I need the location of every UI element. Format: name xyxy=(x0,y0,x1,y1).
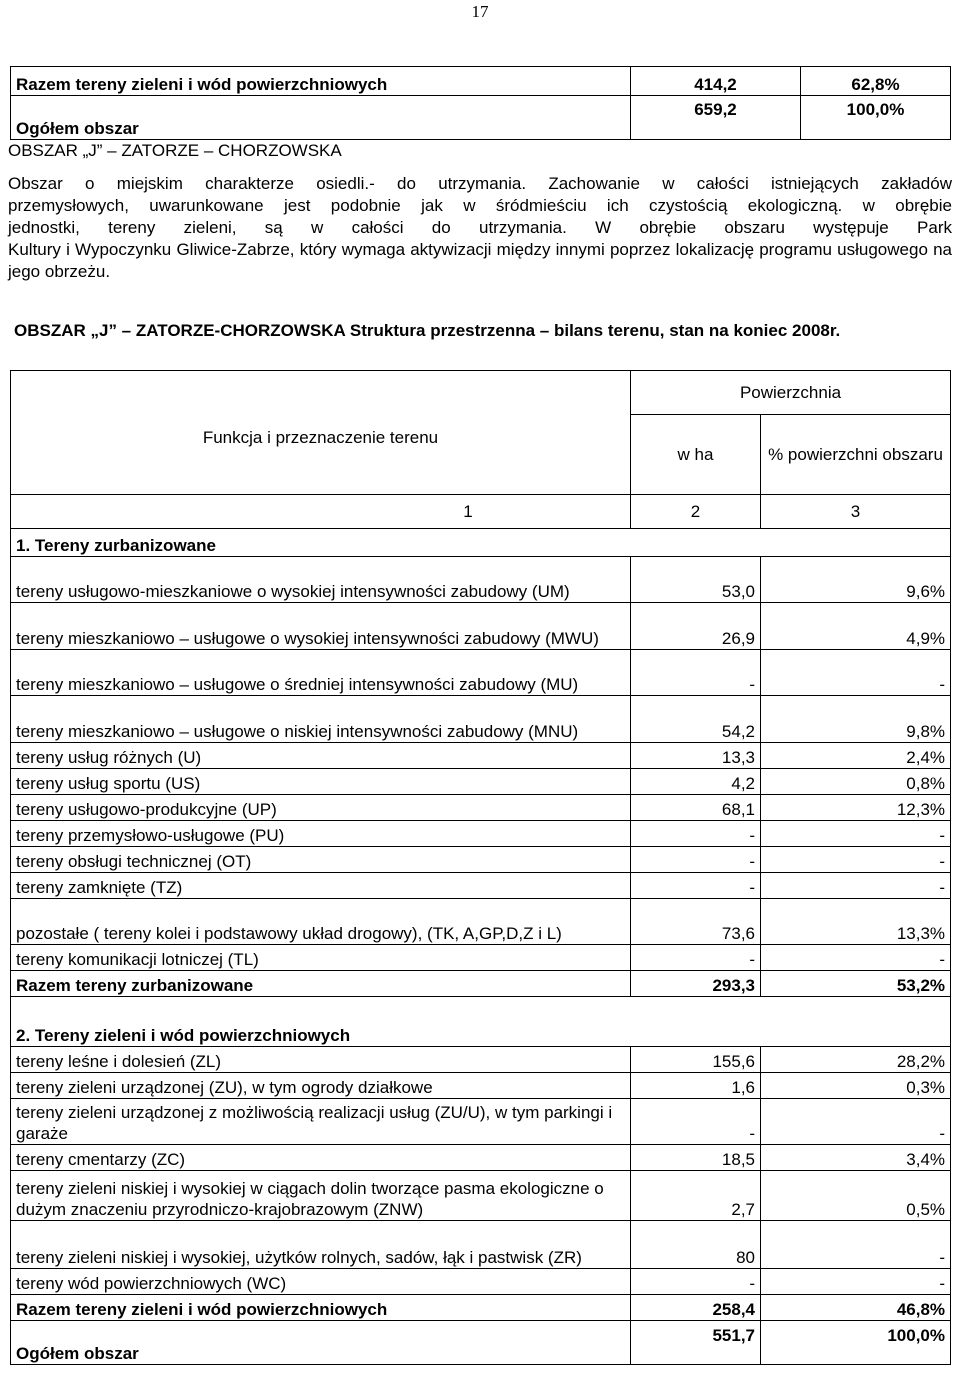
summary-green-pct: 62,8% xyxy=(801,67,951,96)
row-label: tereny mieszkaniowo – usługowe o średniej intensywności zabudowy (MU) xyxy=(11,650,631,696)
row-area-ha: 73,6 xyxy=(631,899,761,945)
row-label: tereny mieszkaniowo – usługowe o wysokiej intensywności zabudowy (MWU) xyxy=(11,603,631,650)
section-paragraph-line-1: Obszar o miejskim charakterze osiedli.- do utrzymania. Zachowanie w całości istniejących zakładów xyxy=(8,174,952,193)
row-label: tereny zieleni urządzonej (ZU), w tym ogrody działkowe xyxy=(11,1073,631,1099)
row-area-pct: - xyxy=(761,1221,951,1269)
table-row xyxy=(11,557,951,603)
table-row xyxy=(11,1145,951,1171)
table-row xyxy=(11,96,951,140)
group2-total-label: Razem tereny zieleni i wód powierzchniowych xyxy=(11,1295,631,1321)
header-row xyxy=(11,371,951,415)
row-area-pct: 9,6% xyxy=(761,557,951,603)
header-area: Powierzchnia xyxy=(631,371,951,415)
row-area-pct: - xyxy=(761,847,951,873)
row-area-ha: 155,6 xyxy=(631,1047,761,1073)
bilans-table xyxy=(10,370,951,1365)
row-label: tereny zieleni niskiej i wysokiej w ciągach dolin tworzące pasma ekologiczne o dużym znaczeniu przyrodniczo-krajobrazowym (ZNW) xyxy=(11,1171,631,1221)
row-label: tereny usługowo-mieszkaniowe o wysokiej intensywności zabudowy (UM) xyxy=(11,557,631,603)
row-area-pct: 4,9% xyxy=(761,603,951,650)
group-title-row xyxy=(11,997,951,1047)
summary-total-label: Ogółem obszar xyxy=(11,96,631,140)
group2-rows xyxy=(11,1047,951,1295)
table-row xyxy=(11,1099,951,1145)
row-area-ha: - xyxy=(631,847,761,873)
group2-total-pct: 46,8% xyxy=(761,1295,951,1321)
table-row xyxy=(11,696,951,743)
header-w-ha: w ha xyxy=(631,415,761,495)
table-row xyxy=(11,795,951,821)
row-area-pct: 12,3% xyxy=(761,795,951,821)
header-n3: 3 xyxy=(761,495,951,529)
group-title-row xyxy=(11,529,951,557)
row-area-pct: 0,5% xyxy=(761,1171,951,1221)
table-row xyxy=(11,650,951,696)
summary-total-pct: 100,0% xyxy=(801,96,951,140)
table-row xyxy=(11,1073,951,1099)
group2-title: 2. Tereny zieleni i wód powierzchniowych xyxy=(11,997,951,1047)
row-area-pct: - xyxy=(761,873,951,899)
header-pct: % powierzchni obszaru xyxy=(761,415,951,495)
section-paragraph-line-3: jednostki, tereny zieleni, są w całości do utrzymania. W obrębie obszaru występuje Park xyxy=(8,218,952,237)
row-area-ha: 54,2 xyxy=(631,696,761,743)
table-row xyxy=(11,769,951,795)
row-area-ha: 26,9 xyxy=(631,603,761,650)
group-total-row xyxy=(11,971,951,997)
row-area-pct: - xyxy=(761,1099,951,1145)
table-row xyxy=(11,1171,951,1221)
row-area-ha: 80 xyxy=(631,1221,761,1269)
group1-total-label: Razem tereny zurbanizowane xyxy=(11,971,631,997)
group-total-row xyxy=(11,1295,951,1321)
row-area-pct: - xyxy=(761,945,951,971)
header-number-row xyxy=(11,495,951,529)
row-area-ha: 2,7 xyxy=(631,1171,761,1221)
row-label: tereny przemysłowo-usługowe (PU) xyxy=(11,821,631,847)
grand-total-row xyxy=(11,1321,951,1365)
table-row xyxy=(11,873,951,899)
row-area-ha: - xyxy=(631,1269,761,1295)
grand-total-label: Ogółem obszar xyxy=(11,1321,631,1365)
section-paragraph-line-2: przemysłowych, uwarunkowane jest podobnie jak w śródmieściu ich czystością ekologiczną. w obrębie xyxy=(8,196,952,215)
row-area-pct: 2,4% xyxy=(761,743,951,769)
row-label: tereny leśne i dolesień (ZL) xyxy=(11,1047,631,1073)
row-area-pct: 28,2% xyxy=(761,1047,951,1073)
row-area-pct: - xyxy=(761,650,951,696)
row-area-ha: 13,3 xyxy=(631,743,761,769)
row-label: tereny mieszkaniowo – usługowe o niskiej intensywności zabudowy (MNU) xyxy=(11,696,631,743)
table-row xyxy=(11,899,951,945)
row-label: tereny usług różnych (U) xyxy=(11,743,631,769)
row-label: tereny obsługi technicznej (OT) xyxy=(11,847,631,873)
grand-total-pct: 100,0% xyxy=(761,1321,951,1365)
row-area-pct: 0,8% xyxy=(761,769,951,795)
grand-total-ha: 551,7 xyxy=(631,1321,761,1365)
row-area-ha: - xyxy=(631,1099,761,1145)
row-area-pct: - xyxy=(761,821,951,847)
row-label: tereny wód powierzchniowych (WC) xyxy=(11,1269,631,1295)
row-area-ha: 53,0 xyxy=(631,557,761,603)
group1-total-pct: 53,2% xyxy=(761,971,951,997)
row-area-ha: - xyxy=(631,873,761,899)
group1-title: 1. Tereny zurbanizowane xyxy=(11,529,951,557)
header-function: Funkcja i przeznaczenie terenu xyxy=(11,371,631,495)
row-label: tereny zieleni niskiej i wysokiej, użytków rolnych, sadów, łąk i pastwisk (ZR) xyxy=(11,1221,631,1269)
table-row xyxy=(11,847,951,873)
row-label: tereny komunikacji lotniczej (TL) xyxy=(11,945,631,971)
section-title: OBSZAR „J” – ZATORZE – CHORZOWSKA xyxy=(8,141,342,160)
summary-green-label: Razem tereny zieleni i wód powierzchniowych xyxy=(11,67,631,96)
table-row xyxy=(11,945,951,971)
summary-table xyxy=(10,66,951,140)
row-area-ha: 1,6 xyxy=(631,1073,761,1099)
row-area-ha: - xyxy=(631,821,761,847)
group1-total-ha: 293,3 xyxy=(631,971,761,997)
table-row xyxy=(11,1221,951,1269)
section-paragraph-tail: Kultury i Wypoczynku Gliwice-Zabrze, który wymaga aktywizacji między innymi poprzez lokalizację programu usługowego na jego obrzeżu. xyxy=(8,240,952,281)
row-area-pct: 13,3% xyxy=(761,899,951,945)
row-area-pct: 9,8% xyxy=(761,696,951,743)
table-row xyxy=(11,743,951,769)
header-n2: 2 xyxy=(631,495,761,529)
table-row xyxy=(11,1047,951,1073)
row-area-pct: 0,3% xyxy=(761,1073,951,1099)
row-area-pct: - xyxy=(761,1269,951,1295)
row-area-ha: - xyxy=(631,945,761,971)
table-row xyxy=(11,603,951,650)
row-label: pozostałe ( tereny kolei i podstawowy układ drogowy), (TK, A,GP,D,Z i L) xyxy=(11,899,631,945)
row-label: tereny usługowo-produkcyjne (UP) xyxy=(11,795,631,821)
page-number: 17 xyxy=(471,2,489,21)
table-row xyxy=(11,821,951,847)
row-area-ha: 68,1 xyxy=(631,795,761,821)
header-n1: 1 xyxy=(11,495,631,529)
row-area-ha: - xyxy=(631,650,761,696)
row-label: tereny zamknięte (TZ) xyxy=(11,873,631,899)
summary-total-area: 659,2 xyxy=(631,96,801,140)
row-label: tereny usług sportu (US) xyxy=(11,769,631,795)
row-area-ha: 18,5 xyxy=(631,1145,761,1171)
summary-green-area: 414,2 xyxy=(631,67,801,96)
row-area-pct: 3,4% xyxy=(761,1145,951,1171)
group2-total-ha: 258,4 xyxy=(631,1295,761,1321)
row-label: tereny zieleni urządzonej z możliwością realizacji usług (ZU/U), w tym parkingi i garaże xyxy=(11,1099,631,1145)
table-row xyxy=(11,67,951,96)
table-heading: OBSZAR „J” – ZATORZE-CHORZOWSKA Struktura przestrzenna – bilans terenu, stan na koniec 2008r. xyxy=(14,321,841,340)
row-label: tereny cmentarzy (ZC) xyxy=(11,1145,631,1171)
row-area-ha: 4,2 xyxy=(631,769,761,795)
table-row xyxy=(11,1269,951,1295)
group1-rows xyxy=(11,557,951,971)
